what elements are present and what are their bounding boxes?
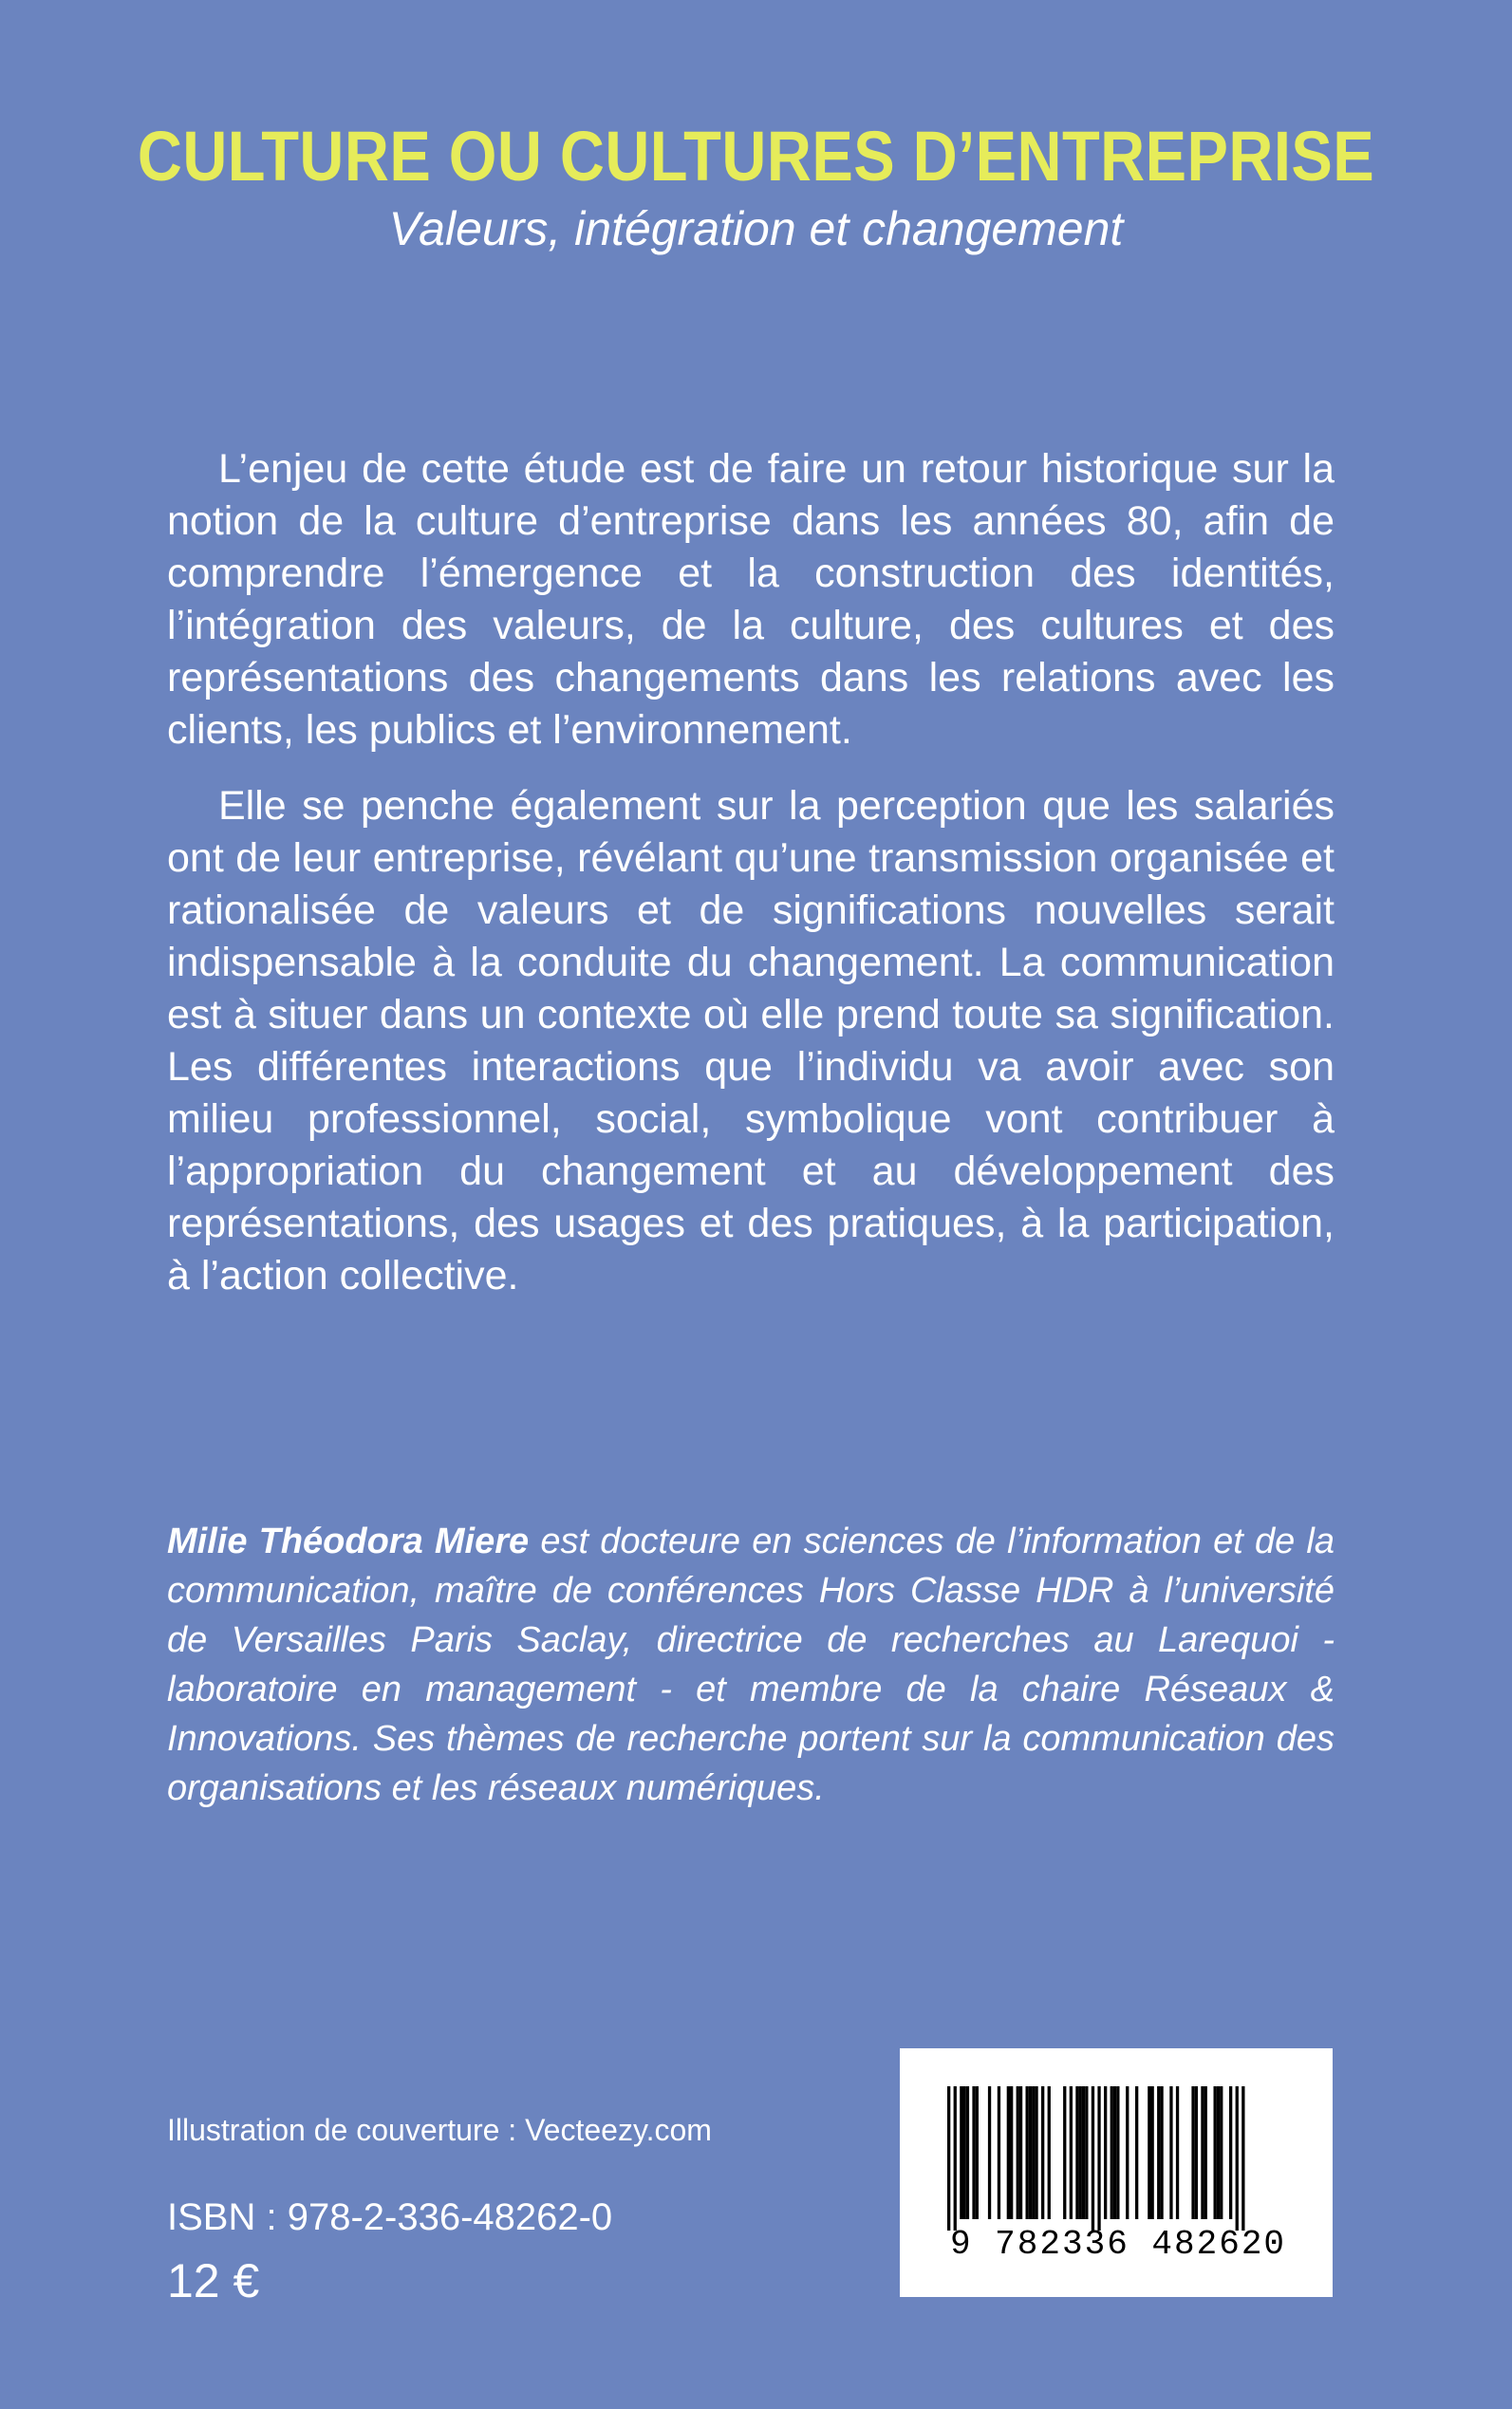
- barcode-bar-13: [1026, 2086, 1029, 2219]
- barcode-bar-5: [972, 2086, 975, 2219]
- barcode: [900, 2048, 1333, 2297]
- barcode-bar-17: [1041, 2086, 1044, 2219]
- barcode-bar-20: [1070, 2086, 1073, 2219]
- barcode-bar-4: [966, 2086, 969, 2219]
- barcode-bar-33: [1148, 2086, 1150, 2219]
- barcode-bar-21: [1075, 2086, 1078, 2219]
- barcode-bar-28: [1111, 2086, 1113, 2219]
- price: 12 €: [167, 2254, 260, 2307]
- barcode-bar-36: [1160, 2086, 1163, 2219]
- barcode-bar-14: [1029, 2086, 1032, 2219]
- book-title: CULTURE OU CULTURES D’ENTREPRISE: [137, 117, 1375, 196]
- author-bio: [167, 1517, 1335, 1813]
- barcode-bar-8: [998, 2086, 1000, 2219]
- isbn: ISBN : 978-2-336-48262-0: [167, 2196, 613, 2238]
- barcode-bar-23: [1082, 2086, 1085, 2219]
- barcode-bar-34: [1151, 2086, 1154, 2219]
- barcode-bar-44: [1217, 2086, 1220, 2219]
- barcode-bar-9: [1007, 2086, 1010, 2219]
- barcode-bar-2: [960, 2086, 962, 2219]
- author-name: Milie Théodora Miere: [167, 1522, 530, 1561]
- barcode-bar-6: [976, 2086, 979, 2219]
- barcode-bar-47: [1236, 2086, 1239, 2231]
- barcode-bar-26: [1097, 2086, 1100, 2231]
- barcode-bar-18: [1048, 2086, 1051, 2219]
- barcode-bar-22: [1079, 2086, 1082, 2219]
- barcode-bar-39: [1191, 2086, 1194, 2219]
- barcode-bar-11: [1017, 2086, 1019, 2219]
- barcode-bar-45: [1220, 2086, 1223, 2219]
- barcode-digits: 9 782336 482620: [949, 2225, 1287, 2264]
- author-bio-text: est docteure en sciences de l’information et de la communication, maître de conférences Hors Classe HDR à l’université de Versailles Paris Saclay, directrice de recherches au Larequoi - laboratoire en management - et membre de la chaire Réseaux & Innovations. Ses thèmes de recherche portent sur la communication des organisations et les réseaux numériques.: [167, 1522, 1335, 1808]
- barcode-bar-19: [1063, 2086, 1066, 2219]
- barcode-bar-37: [1169, 2086, 1172, 2219]
- barcode-bar-35: [1157, 2086, 1160, 2219]
- barcode-bar-0: [947, 2086, 950, 2231]
- barcode-bar-10: [1010, 2086, 1013, 2219]
- barcode-bar-31: [1126, 2086, 1129, 2219]
- barcode-bar-27: [1104, 2086, 1107, 2219]
- barcode-bar-41: [1201, 2086, 1204, 2219]
- barcode-bar-24: [1085, 2086, 1088, 2219]
- barcode-bar-40: [1195, 2086, 1198, 2219]
- barcode-bar-3: [963, 2086, 966, 2219]
- barcode-bar-7: [988, 2086, 991, 2219]
- illustration-credit: Illustration de couverture : Vecteezy.com: [167, 2113, 712, 2147]
- barcode-bar-25: [1092, 2086, 1094, 2231]
- barcode-bar-46: [1229, 2086, 1232, 2219]
- summary-paragraph-1: L’enjeu de cette étude est de faire un retour historique sur la notion de la culture d’entreprise dans les années 80, afin de comprendre l’émergence et la construction des identités, l’intégration des valeurs, de la culture, des cultures et des représentations des changements dans les relations avec les clients, les publics et l’environnement.: [167, 446, 1335, 753]
- barcode-bar-1: [954, 2086, 957, 2231]
- summary-paragraph-2: Elle se penche également sur la perception que les salariés ont de leur entreprise, révélant qu’une transmission organisée et rationalisée de valeurs et de significations nouvelles serait indispensable à la conduite du changement. La communication est à situer dans un contexte où elle prend toute sa signification. Les différentes interactions que l’individu va avoir avec son milieu professionnel, social, symbolique vont contribuer à l’appropriation du changement et au développement des représentations, des usages et des pratiques, à la participation, à l’action collective.: [167, 783, 1335, 1298]
- barcode-bar-12: [1019, 2086, 1022, 2219]
- book-subtitle: Valeurs, intégration et changement: [388, 202, 1124, 255]
- barcode-bar-15: [1032, 2086, 1035, 2219]
- barcode-bar-32: [1135, 2086, 1138, 2219]
- barcode-bar-42: [1204, 2086, 1207, 2219]
- barcode-bar-48: [1241, 2086, 1244, 2231]
- barcode-bar-38: [1176, 2086, 1179, 2219]
- barcode-bar-29: [1113, 2086, 1116, 2219]
- barcode-bar-30: [1116, 2086, 1119, 2219]
- barcode-bar-43: [1214, 2086, 1217, 2219]
- barcode-bar-16: [1035, 2086, 1037, 2219]
